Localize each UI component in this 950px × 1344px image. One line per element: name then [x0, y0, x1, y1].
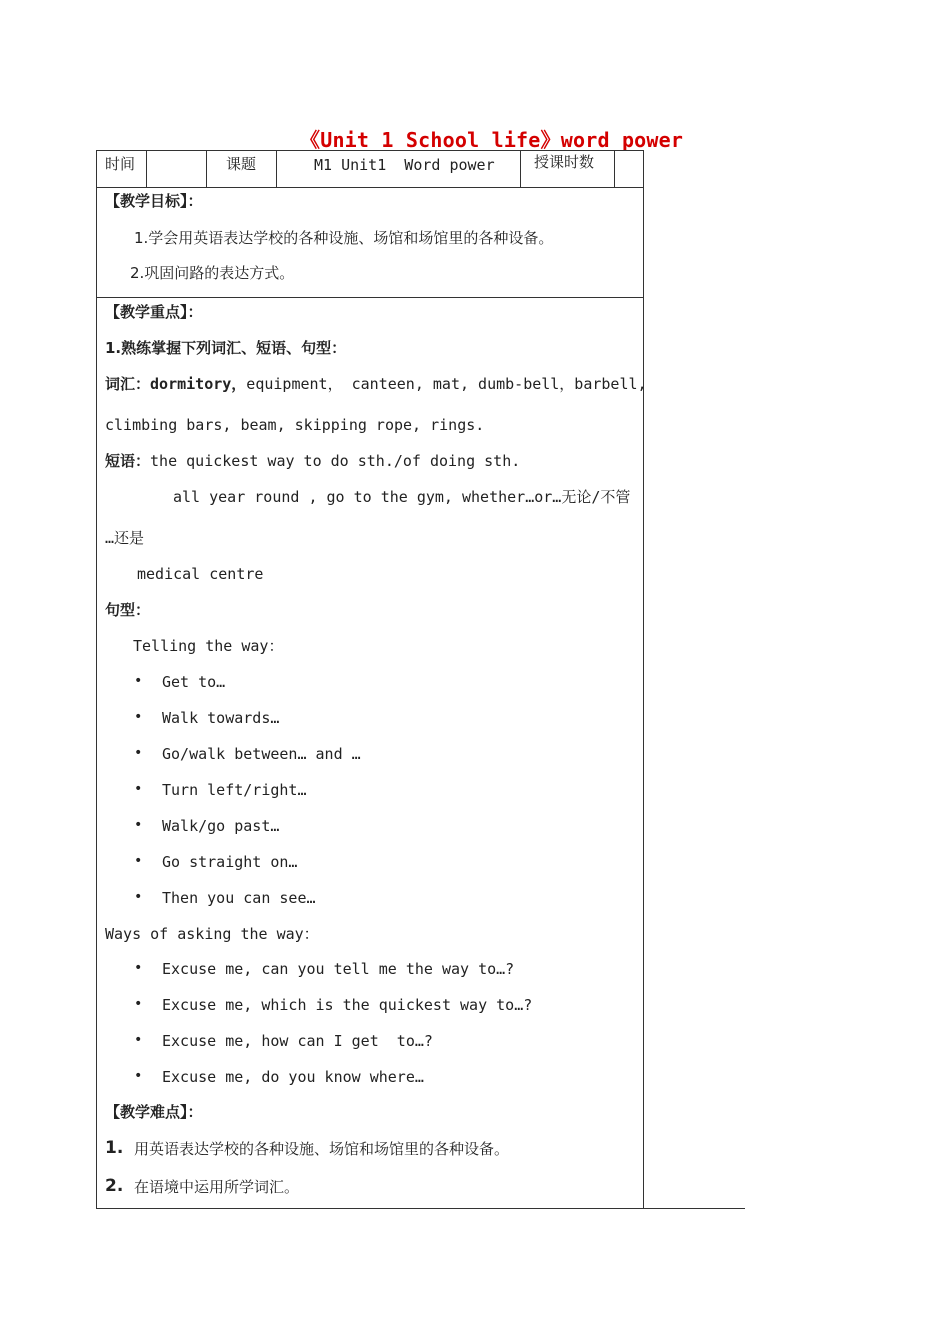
list-item: Walk/go past…: [162, 817, 280, 835]
difficulty-text: 用英语表达学校的各种设施、场馆和场馆里的各种设备。: [134, 1140, 510, 1158]
header-row-bottom-border: [96, 187, 644, 188]
phrase-text: all year round , go to the gym, whether…or…无论/不管: [173, 488, 631, 506]
list-item: Get to…: [162, 673, 226, 691]
list-item: Excuse me, which is the quickest way to…?: [162, 996, 533, 1014]
vocab-words-cont: climbing bars, beam, skipping rope, rings.: [105, 416, 485, 434]
key-points-subheading: 1.熟练掌握下列词汇、短语、句型：: [105, 339, 347, 357]
bullet-icon: •: [134, 745, 143, 761]
header-divider: [520, 150, 521, 187]
vocab-line: [105, 374, 647, 394]
bullet-icon: •: [134, 996, 143, 1012]
header-divider: [146, 150, 147, 187]
bullet-icon: •: [134, 1068, 143, 1084]
sentence-label: 句型：: [105, 601, 151, 619]
difficulty-number: 1.: [105, 1138, 124, 1158]
bullet-icon: •: [134, 960, 143, 976]
section-divider: [96, 297, 644, 298]
bullet-icon: •: [134, 709, 143, 725]
trailing-rule: [644, 1208, 745, 1209]
header-divider: [614, 150, 615, 187]
difficulty-text: 在语境中运用所学词汇。: [134, 1178, 300, 1196]
telling-heading: Telling the way：: [133, 637, 284, 655]
header-divider: [276, 150, 277, 187]
objective-item: 1.学会用英语表达学校的各种设施、场馆和场馆里的各种设备。: [134, 229, 554, 247]
list-item: Then you can see…: [162, 889, 316, 907]
bullet-icon: •: [134, 673, 143, 689]
phrase-text: medical centre: [137, 565, 264, 583]
document-title: 《Unit 1 School life》word power: [300, 128, 684, 152]
list-item: Excuse me, can you tell me the way to…?: [162, 960, 515, 978]
header-divider: [206, 150, 207, 187]
vocab-label: 词汇：: [105, 375, 151, 393]
bullet-icon: •: [134, 1032, 143, 1048]
hours-label: 授课时数: [534, 153, 595, 171]
list-item: Walk towards…: [162, 709, 280, 727]
bullet-icon: •: [134, 889, 143, 905]
list-item: Turn left/right…: [162, 781, 307, 799]
phrase-text: the quickest way to do sth./of doing sth.: [150, 452, 521, 470]
list-item: Go/walk between… and …: [162, 745, 361, 763]
list-item: Go straight on…: [162, 853, 298, 871]
vocab-first-word: dormitory，: [150, 375, 247, 393]
difficulties-heading: 【教学难点】：: [105, 1103, 203, 1121]
topic-value: M1 Unit1 Word power: [314, 156, 495, 174]
vocab-words: equipment， canteen, mat, dumb-bell，barbell,: [246, 375, 647, 393]
bullet-icon: •: [134, 853, 143, 869]
phrase-label: 短语：: [105, 452, 151, 470]
list-item: Excuse me, how can I get to…?: [162, 1032, 433, 1050]
objectives-heading: 【教学目标】：: [105, 192, 203, 210]
time-label: 时间: [105, 155, 136, 173]
phrase-line: [105, 451, 520, 471]
difficulty-number: 2.: [105, 1176, 124, 1196]
asking-heading: Ways of asking the way：: [105, 925, 319, 943]
phrase-text: …还是: [105, 529, 145, 547]
list-item: Excuse me, do you know where…: [162, 1068, 424, 1086]
bullet-icon: •: [134, 781, 143, 797]
bullet-icon: •: [134, 817, 143, 833]
objective-item: 2.巩固问路的表达方式。: [130, 264, 295, 282]
key-points-heading: 【教学重点】：: [105, 303, 203, 321]
topic-label: 课题: [226, 155, 257, 173]
